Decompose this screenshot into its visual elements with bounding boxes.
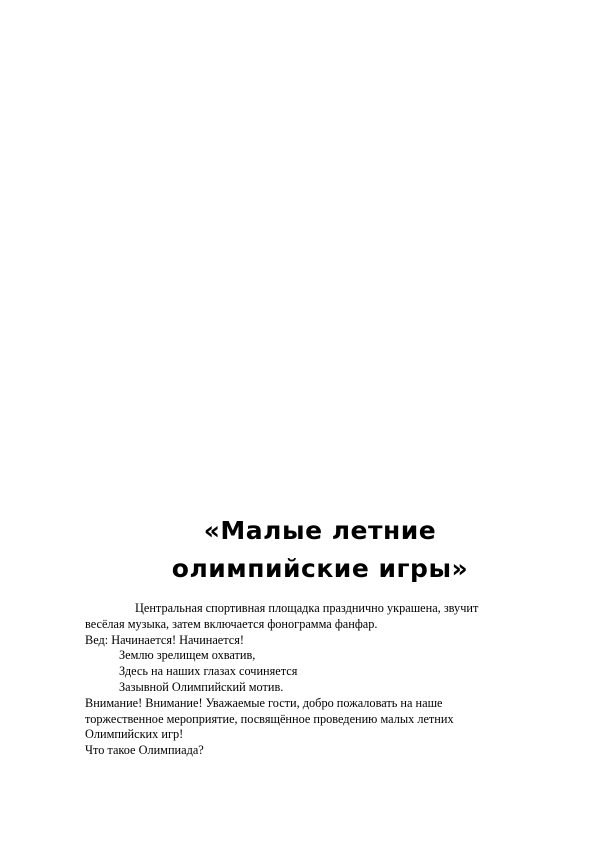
document-title <box>85 512 555 588</box>
welcome-line-3: Олимпийских игр! <box>85 727 184 742</box>
title-line-2: олимпийские игры» <box>171 554 469 583</box>
verse-line-2: Здесь на наших глазах сочиняется <box>119 664 298 679</box>
intro-paragraph-line-1: Центральная спортивная площадка празднично украшена, звучит <box>135 601 479 615</box>
verse-line-1: Землю зрелищем охватив, <box>119 648 256 663</box>
intro-paragraph-line-2: весёлая музыка, затем включается фонограмма фанфар. <box>85 616 378 631</box>
title-line-1: «Малые летние <box>203 516 437 545</box>
document-body <box>85 601 545 759</box>
welcome-line-1: Внимание! Внимание! Уважаемые гости, добро пожаловать на наше <box>85 695 443 710</box>
welcome-line-2: торжественное мероприятие, посвящённое проведению малых летних <box>85 711 454 726</box>
host-line: Вед: Начинается! Начинается! <box>85 632 245 647</box>
verse-line-3: Зазывной Олимпийский мотив. <box>119 679 284 694</box>
question-line: Что такое Олимпиада? <box>85 743 204 758</box>
